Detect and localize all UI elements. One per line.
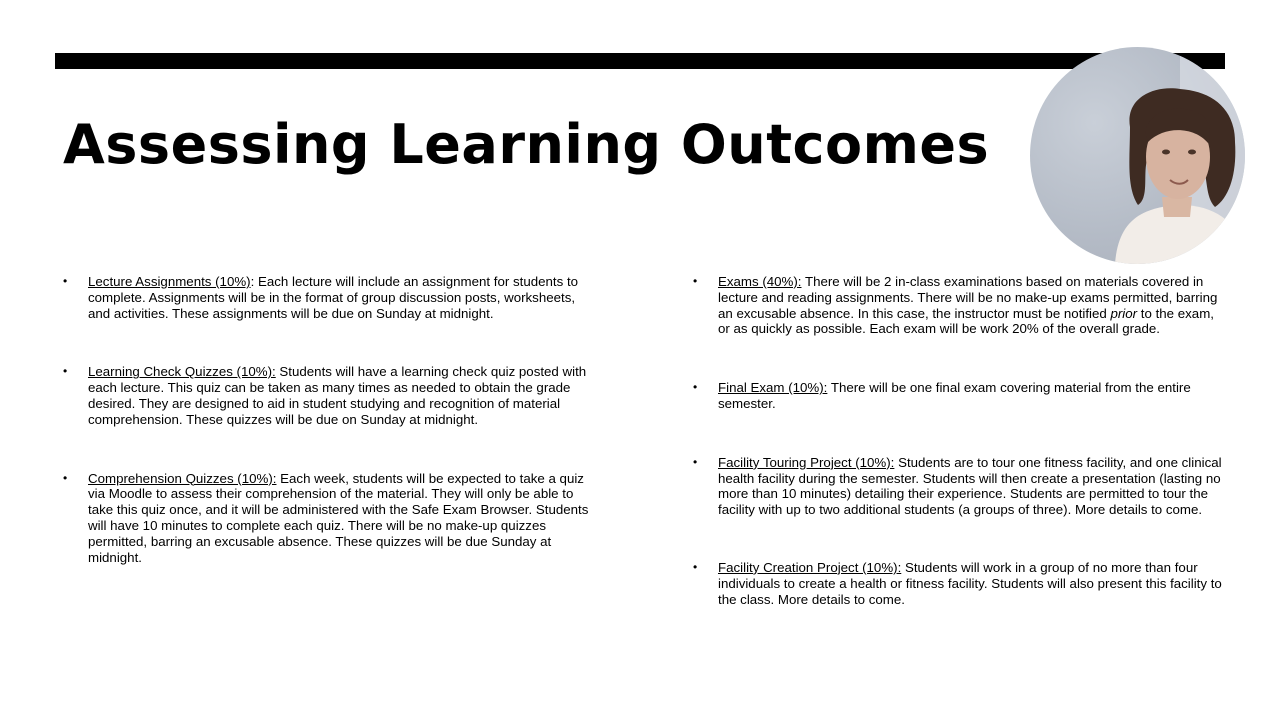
bullet: • [63,470,68,485]
list-item [693,380,1223,412]
left-bullet-list [63,274,598,565]
list-item [693,274,1223,337]
item-text: There will be one final exam covering material from the entire semester. [718,380,1191,411]
item-text: to the exam, or as quickly as possible. Each exam will be work 20% of the overall grade. [718,305,1214,337]
item-text: Each week, students will be expected to take a quiz via Moodle to assess their comprehension of the material. They will only be able to take this quiz once, and it will be administered with the Safe Exam Browser. Students will have 10 minutes to complete each quiz. There will be no make-up quizzes permitted, barring an excusable absence. These quizzes will be due Sunday at midnight. [88,470,589,565]
item-text: Students will have a learning check quiz posted with each lecture. This quiz can be taken as many times as needed to obtain the grade desired. They are designed to aid in student studying and recognition of material comprehension. These quizzes will be due on Sunday at midnight. [88,364,587,427]
item-label: Exams (40%): [718,274,802,289]
item-text: There will be 2 in-class examinations based on materials covered in lecture and reading assignments. There will be no make-up exams permitted, barring an excusable absence. In this case, the instructor must be notified [718,274,1218,321]
item-text: : Each lecture will include an assignment for students to complete. Assignments will be in the format of group discussion posts, worksheets, and activities. These assignments will be due on Sunday at midnight. [88,274,579,321]
list-item [63,274,598,321]
list-item [63,364,598,427]
list-item [693,455,1223,518]
presenter-figure [1030,47,1245,264]
item-label: Facility Creation Project (10%): [718,559,902,575]
presenter-webcam-video [1030,47,1245,264]
item-label: Learning Check Quizzes (10%): [88,364,276,380]
item-label: Comprehension Quizzes (10%): [88,470,277,486]
bullet: • [63,364,68,379]
item-text: Students will work in a group of no more than four individuals to create a health or fitness facility. Students will also present this facility to the class. More details to come. [718,559,1222,607]
slide-title: Assessing Learning Outcomes [63,113,990,176]
bullet: • [63,274,68,288]
title-accent-bar [55,53,1225,69]
bullet: • [693,454,698,469]
bullet: • [693,559,698,574]
item-label: Facility Touring Project (10%): [718,454,895,470]
item-text: Students are to tour one fitness facility, and one clinical health facility during the semester. Students will then create a presentation (lasting no more than 10 minutes) detailing their experience. Students are permitted to tour the facility with up to two additional students (a groups of three). More details to come. [718,454,1222,518]
item-label: Final Exam (10%): [718,380,828,396]
bullet: • [693,380,698,395]
list-item [693,560,1223,607]
item-emphasis: prior [1110,305,1138,321]
item-label: Lecture Assignments (10%) [88,274,251,289]
right-bullet-list [693,274,1223,607]
list-item [63,471,598,566]
bullet: • [693,274,698,288]
